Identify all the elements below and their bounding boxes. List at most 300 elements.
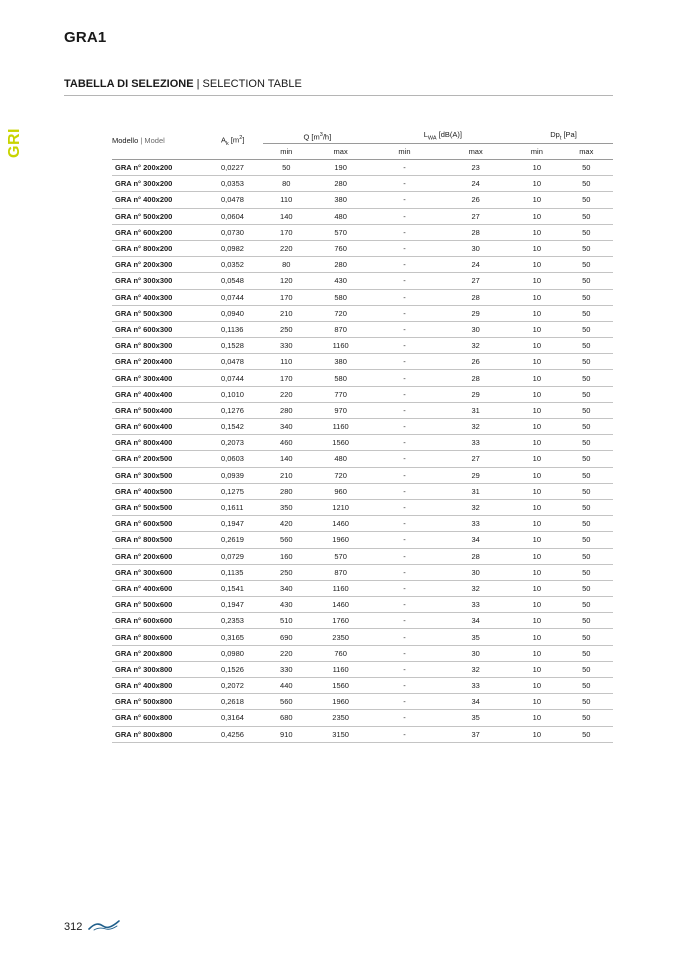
table-row	[112, 499, 613, 515]
table-row	[112, 694, 613, 710]
table-row	[112, 192, 613, 208]
cell-flow-min: 280	[263, 402, 310, 418]
cell-flow-max: 580	[310, 370, 372, 386]
header-pressure-max: max	[560, 144, 613, 160]
table-row	[112, 597, 613, 613]
table-row	[112, 257, 613, 273]
cell-area: 0,0548	[221, 273, 263, 289]
cell-pressure-max: 50	[560, 338, 613, 354]
table-row	[112, 516, 613, 532]
cell-noise-max: 29	[437, 386, 514, 402]
cell-flow-min: 680	[263, 710, 310, 726]
cell-noise-min: -	[372, 240, 438, 256]
cell-pressure-max: 50	[560, 710, 613, 726]
cell-noise-max: 37	[437, 726, 514, 742]
table-row	[112, 661, 613, 677]
cell-model: GRA n° 300x600	[112, 564, 221, 580]
cell-pressure-max: 50	[560, 597, 613, 613]
cell-noise-min: -	[372, 499, 438, 515]
cell-flow-max: 430	[310, 273, 372, 289]
cell-flow-min: 170	[263, 289, 310, 305]
cell-pressure-max: 50	[560, 629, 613, 645]
cell-noise-max: 31	[437, 402, 514, 418]
cell-pressure-max: 50	[560, 726, 613, 742]
cell-flow-min: 160	[263, 548, 310, 564]
cell-pressure-min: 10	[514, 419, 559, 435]
cell-flow-min: 80	[263, 176, 310, 192]
cell-model: GRA n° 500x200	[112, 208, 221, 224]
cell-pressure-max: 50	[560, 321, 613, 337]
cell-noise-min: -	[372, 710, 438, 726]
cell-pressure-min: 10	[514, 224, 559, 240]
cell-noise-min: -	[372, 678, 438, 694]
cell-pressure-min: 10	[514, 661, 559, 677]
cell-noise-min: -	[372, 435, 438, 451]
cell-pressure-max: 50	[560, 160, 613, 176]
cell-pressure-max: 50	[560, 240, 613, 256]
cell-area: 0,1947	[221, 516, 263, 532]
header-noise-max: max	[437, 144, 514, 160]
cell-pressure-min: 10	[514, 273, 559, 289]
cell-noise-min: -	[372, 402, 438, 418]
cell-area: 0,0744	[221, 370, 263, 386]
cell-flow-min: 220	[263, 386, 310, 402]
cell-flow-min: 330	[263, 661, 310, 677]
cell-flow-min: 170	[263, 370, 310, 386]
cell-model: GRA n° 600x300	[112, 321, 221, 337]
cell-pressure-min: 10	[514, 402, 559, 418]
cell-noise-min: -	[372, 370, 438, 386]
cell-noise-max: 28	[437, 548, 514, 564]
cell-pressure-max: 50	[560, 224, 613, 240]
cell-noise-min: -	[372, 726, 438, 742]
cell-pressure-min: 10	[514, 580, 559, 596]
cell-area: 0,1135	[221, 564, 263, 580]
table-row	[112, 710, 613, 726]
cell-flow-max: 480	[310, 208, 372, 224]
cell-area: 0,0478	[221, 192, 263, 208]
cell-area: 0,0982	[221, 240, 263, 256]
cell-pressure-min: 10	[514, 499, 559, 515]
cell-noise-max: 30	[437, 645, 514, 661]
cell-area: 0,0744	[221, 289, 263, 305]
cell-pressure-max: 50	[560, 273, 613, 289]
header-noise-min: min	[372, 144, 438, 160]
cell-pressure-max: 50	[560, 386, 613, 402]
cell-flow-min: 340	[263, 580, 310, 596]
cell-flow-max: 1560	[310, 435, 372, 451]
cell-noise-min: -	[372, 338, 438, 354]
cell-pressure-max: 50	[560, 516, 613, 532]
cell-area: 0,1947	[221, 597, 263, 613]
table-row	[112, 419, 613, 435]
cell-noise-min: -	[372, 176, 438, 192]
cell-noise-min: -	[372, 645, 438, 661]
header-pressure: $Dp_t$ [Pa]	[514, 124, 613, 144]
cell-model: GRA n° 300x200	[112, 176, 221, 192]
cell-noise-min: -	[372, 580, 438, 596]
cell-flow-min: 220	[263, 240, 310, 256]
cell-noise-min: -	[372, 516, 438, 532]
cell-model: GRA n° 200x400	[112, 354, 221, 370]
cell-model: GRA n° 200x600	[112, 548, 221, 564]
cell-flow-min: 440	[263, 678, 310, 694]
cell-model: GRA n° 400x800	[112, 678, 221, 694]
table-row	[112, 386, 613, 402]
cell-pressure-min: 10	[514, 192, 559, 208]
cell-area: 0,1276	[221, 402, 263, 418]
cell-area: 0,0353	[221, 176, 263, 192]
cell-pressure-min: 10	[514, 548, 559, 564]
cell-pressure-max: 50	[560, 645, 613, 661]
cell-pressure-min: 10	[514, 532, 559, 548]
table-row	[112, 645, 613, 661]
section-title-separator: |	[193, 78, 203, 90]
cell-flow-max: 190	[310, 160, 372, 176]
cell-flow-min: 340	[263, 419, 310, 435]
cell-flow-max: 760	[310, 645, 372, 661]
table-row	[112, 435, 613, 451]
cell-model: GRA n° 300x800	[112, 661, 221, 677]
cell-noise-max: 28	[437, 289, 514, 305]
cell-pressure-min: 10	[514, 597, 559, 613]
cell-model: GRA n° 600x500	[112, 516, 221, 532]
cell-area: 0,0603	[221, 451, 263, 467]
cell-flow-min: 460	[263, 435, 310, 451]
cell-area: 0,0980	[221, 645, 263, 661]
table-row	[112, 354, 613, 370]
cell-flow-min: 280	[263, 483, 310, 499]
cell-pressure-max: 50	[560, 435, 613, 451]
cell-pressure-max: 50	[560, 289, 613, 305]
cell-flow-max: 2350	[310, 629, 372, 645]
cell-model: GRA n° 500x400	[112, 402, 221, 418]
side-tab-label: GRI	[6, 128, 24, 158]
cell-model: GRA n° 400x600	[112, 580, 221, 596]
cell-noise-min: -	[372, 419, 438, 435]
cell-pressure-max: 50	[560, 419, 613, 435]
cell-flow-min: 220	[263, 645, 310, 661]
cell-model: GRA n° 600x800	[112, 710, 221, 726]
cell-model: GRA n° 200x500	[112, 451, 221, 467]
table-row	[112, 580, 613, 596]
cell-pressure-max: 50	[560, 354, 613, 370]
table-row	[112, 273, 613, 289]
cell-flow-min: 560	[263, 532, 310, 548]
header-flow-min: min	[263, 144, 310, 160]
cell-pressure-min: 10	[514, 160, 559, 176]
section-title-en: SELECTION TABLE	[202, 78, 302, 90]
header-model: Modello | Model	[112, 124, 221, 160]
header-flow-max: max	[310, 144, 372, 160]
cell-flow-max: 1160	[310, 419, 372, 435]
cell-pressure-max: 50	[560, 257, 613, 273]
cell-flow-max: 1160	[310, 661, 372, 677]
cell-model: GRA n° 600x400	[112, 419, 221, 435]
cell-pressure-min: 10	[514, 354, 559, 370]
table-row	[112, 208, 613, 224]
cell-noise-min: -	[372, 694, 438, 710]
cell-flow-min: 560	[263, 694, 310, 710]
cell-area: 0,0730	[221, 224, 263, 240]
cell-pressure-max: 50	[560, 580, 613, 596]
cell-flow-max: 770	[310, 386, 372, 402]
cell-flow-min: 330	[263, 338, 310, 354]
table-row	[112, 321, 613, 337]
table-row	[112, 305, 613, 321]
cell-model: GRA n° 800x400	[112, 435, 221, 451]
cell-noise-min: -	[372, 548, 438, 564]
cell-model: GRA n° 800x500	[112, 532, 221, 548]
cell-pressure-max: 50	[560, 548, 613, 564]
cell-noise-max: 29	[437, 305, 514, 321]
cell-flow-max: 1460	[310, 597, 372, 613]
cell-noise-max: 26	[437, 192, 514, 208]
cell-pressure-max: 50	[560, 370, 613, 386]
cell-noise-max: 28	[437, 370, 514, 386]
cell-noise-min: -	[372, 661, 438, 677]
cell-flow-max: 720	[310, 467, 372, 483]
cell-flow-min: 350	[263, 499, 310, 515]
cell-area: 0,2353	[221, 613, 263, 629]
cell-pressure-min: 10	[514, 321, 559, 337]
cell-pressure-min: 10	[514, 645, 559, 661]
cell-noise-min: -	[372, 386, 438, 402]
cell-noise-min: -	[372, 532, 438, 548]
cell-model: GRA n° 300x500	[112, 467, 221, 483]
cell-flow-max: 480	[310, 451, 372, 467]
cell-pressure-min: 10	[514, 726, 559, 742]
cell-model: GRA n° 300x300	[112, 273, 221, 289]
cell-area: 0,1541	[221, 580, 263, 596]
cell-noise-min: -	[372, 354, 438, 370]
cell-noise-min: -	[372, 613, 438, 629]
cell-flow-max: 720	[310, 305, 372, 321]
cell-area: 0,4256	[221, 726, 263, 742]
cell-model: GRA n° 400x500	[112, 483, 221, 499]
page-title: GRA1	[64, 29, 107, 46]
cell-flow-min: 210	[263, 305, 310, 321]
table-header-row	[112, 124, 613, 144]
cell-model: GRA n° 600x600	[112, 613, 221, 629]
cell-model: GRA n° 800x600	[112, 629, 221, 645]
cell-noise-max: 30	[437, 240, 514, 256]
cell-noise-max: 33	[437, 435, 514, 451]
cell-area: 0,0604	[221, 208, 263, 224]
cell-pressure-min: 10	[514, 338, 559, 354]
cell-pressure-min: 10	[514, 386, 559, 402]
cell-pressure-min: 10	[514, 564, 559, 580]
cell-pressure-min: 10	[514, 240, 559, 256]
cell-noise-min: -	[372, 467, 438, 483]
cell-model: GRA n° 500x800	[112, 694, 221, 710]
cell-flow-max: 1460	[310, 516, 372, 532]
cell-model: GRA n° 500x500	[112, 499, 221, 515]
cell-flow-max: 280	[310, 176, 372, 192]
cell-noise-max: 33	[437, 516, 514, 532]
cell-flow-max: 870	[310, 564, 372, 580]
table-row	[112, 338, 613, 354]
cell-noise-min: -	[372, 273, 438, 289]
cell-noise-min: -	[372, 160, 438, 176]
cell-flow-min: 110	[263, 192, 310, 208]
cell-pressure-max: 50	[560, 564, 613, 580]
cell-pressure-min: 10	[514, 694, 559, 710]
cell-area: 0,2073	[221, 435, 263, 451]
cell-noise-min: -	[372, 192, 438, 208]
cell-noise-max: 26	[437, 354, 514, 370]
cell-noise-max: 23	[437, 160, 514, 176]
cell-pressure-max: 50	[560, 451, 613, 467]
cell-flow-min: 140	[263, 208, 310, 224]
table-row	[112, 467, 613, 483]
cell-flow-max: 2350	[310, 710, 372, 726]
table-row	[112, 532, 613, 548]
cell-pressure-min: 10	[514, 208, 559, 224]
header-flow: Q $[m^3/h]$	[263, 124, 372, 144]
section-heading	[64, 78, 302, 90]
cell-pressure-min: 10	[514, 710, 559, 726]
table-row	[112, 726, 613, 742]
cell-flow-max: 760	[310, 240, 372, 256]
cell-flow-max: 960	[310, 483, 372, 499]
cell-model: GRA n° 400x200	[112, 192, 221, 208]
cell-model: GRA n° 800x300	[112, 338, 221, 354]
cell-noise-min: -	[372, 321, 438, 337]
cell-flow-max: 380	[310, 192, 372, 208]
cell-flow-max: 1960	[310, 532, 372, 548]
cell-noise-max: 32	[437, 580, 514, 596]
cell-noise-max: 31	[437, 483, 514, 499]
header-noise: $L_{WA}$ [dB(A)]	[372, 124, 514, 144]
cell-pressure-min: 10	[514, 629, 559, 645]
cell-area: 0,0478	[221, 354, 263, 370]
cell-area: 0,2618	[221, 694, 263, 710]
cell-pressure-min: 10	[514, 176, 559, 192]
header-area: $A_k$ $[m^2]$	[221, 124, 263, 160]
section-title-it: TABELLA DI SELEZIONE	[64, 78, 194, 90]
cell-noise-max: 32	[437, 661, 514, 677]
cell-pressure-min: 10	[514, 435, 559, 451]
cell-area: 0,3164	[221, 710, 263, 726]
selection-table	[112, 124, 613, 743]
cell-noise-max: 30	[437, 321, 514, 337]
cell-flow-min: 50	[263, 160, 310, 176]
cell-flow-max: 570	[310, 548, 372, 564]
cell-model: GRA n° 200x300	[112, 257, 221, 273]
cell-flow-max: 380	[310, 354, 372, 370]
cell-noise-max: 27	[437, 273, 514, 289]
cell-noise-max: 27	[437, 451, 514, 467]
cell-noise-max: 34	[437, 694, 514, 710]
cell-area: 0,1542	[221, 419, 263, 435]
cell-pressure-max: 50	[560, 483, 613, 499]
cell-flow-max: 970	[310, 402, 372, 418]
cell-pressure-min: 10	[514, 370, 559, 386]
cell-flow-max: 3150	[310, 726, 372, 742]
table-row	[112, 176, 613, 192]
cell-model: GRA n° 600x200	[112, 224, 221, 240]
cell-area: 0,1010	[221, 386, 263, 402]
cell-flow-min: 110	[263, 354, 310, 370]
cell-pressure-min: 10	[514, 467, 559, 483]
cell-noise-max: 29	[437, 467, 514, 483]
header-pressure-min: min	[514, 144, 559, 160]
cell-noise-max: 33	[437, 597, 514, 613]
wave-logo-icon	[88, 918, 120, 932]
cell-flow-min: 690	[263, 629, 310, 645]
cell-noise-min: -	[372, 451, 438, 467]
cell-noise-max: 35	[437, 629, 514, 645]
cell-pressure-max: 50	[560, 678, 613, 694]
cell-model: GRA n° 800x200	[112, 240, 221, 256]
cell-flow-max: 570	[310, 224, 372, 240]
cell-flow-max: 280	[310, 257, 372, 273]
cell-flow-min: 910	[263, 726, 310, 742]
cell-noise-min: -	[372, 629, 438, 645]
cell-flow-max: 1760	[310, 613, 372, 629]
cell-pressure-min: 10	[514, 678, 559, 694]
table-row	[112, 629, 613, 645]
cell-area: 0,2072	[221, 678, 263, 694]
cell-model: GRA n° 800x800	[112, 726, 221, 742]
cell-flow-max: 1160	[310, 338, 372, 354]
cell-area: 0,0227	[221, 160, 263, 176]
cell-area: 0,1528	[221, 338, 263, 354]
cell-pressure-max: 50	[560, 305, 613, 321]
cell-noise-max: 24	[437, 176, 514, 192]
cell-flow-min: 420	[263, 516, 310, 532]
cell-pressure-max: 50	[560, 661, 613, 677]
cell-noise-max: 30	[437, 564, 514, 580]
table-row	[112, 483, 613, 499]
cell-flow-max: 1160	[310, 580, 372, 596]
cell-noise-max: 24	[437, 257, 514, 273]
cell-flow-max: 870	[310, 321, 372, 337]
cell-pressure-max: 50	[560, 192, 613, 208]
cell-flow-max: 1560	[310, 678, 372, 694]
cell-pressure-max: 50	[560, 532, 613, 548]
cell-pressure-min: 10	[514, 451, 559, 467]
table-row	[112, 548, 613, 564]
cell-flow-min: 210	[263, 467, 310, 483]
cell-noise-max: 34	[437, 613, 514, 629]
cell-flow-min: 430	[263, 597, 310, 613]
cell-area: 0,0352	[221, 257, 263, 273]
cell-flow-min: 510	[263, 613, 310, 629]
cell-pressure-max: 50	[560, 467, 613, 483]
cell-area: 0,2619	[221, 532, 263, 548]
cell-flow-min: 140	[263, 451, 310, 467]
cell-flow-min: 250	[263, 321, 310, 337]
table-row	[112, 370, 613, 386]
table-row	[112, 451, 613, 467]
cell-noise-max: 34	[437, 532, 514, 548]
cell-noise-max: 33	[437, 678, 514, 694]
table-row	[112, 678, 613, 694]
cell-model: GRA n° 500x600	[112, 597, 221, 613]
cell-area: 0,1611	[221, 499, 263, 515]
table-row	[112, 160, 613, 176]
cell-model: GRA n° 500x300	[112, 305, 221, 321]
cell-noise-min: -	[372, 224, 438, 240]
table-row	[112, 224, 613, 240]
table-body	[112, 160, 613, 743]
cell-model: GRA n° 400x300	[112, 289, 221, 305]
cell-model: GRA n° 200x200	[112, 160, 221, 176]
cell-area: 0,1275	[221, 483, 263, 499]
cell-noise-min: -	[372, 305, 438, 321]
